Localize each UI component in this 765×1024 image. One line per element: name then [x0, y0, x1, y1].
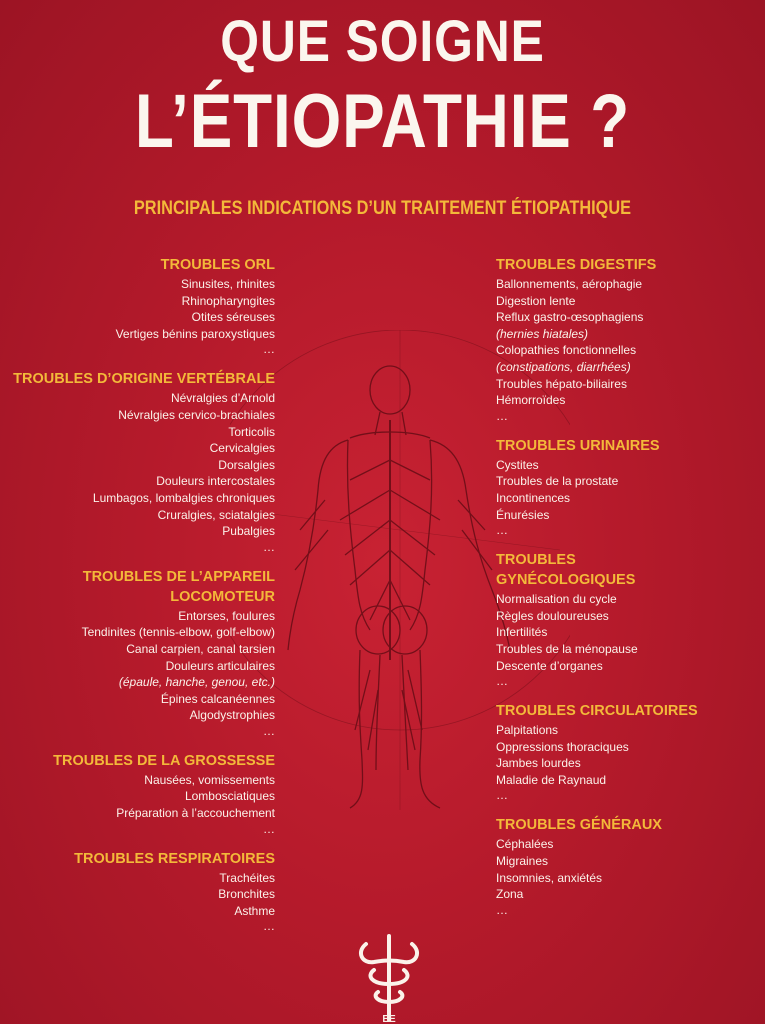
list-item: Tendinites (tennis-elbow, golf-elbow) [81, 625, 275, 640]
list-item: Énurésies [496, 507, 550, 522]
section-vertebrale [13, 370, 275, 553]
list-item: Cervicalgies [209, 441, 275, 456]
list-item: Otites séreuses [191, 310, 275, 325]
list-item: Ballonnements, aérophagie [496, 277, 643, 291]
list-item: Bronchites [218, 887, 275, 902]
list-item: Torticolis [228, 424, 275, 439]
list-item: Sinusites, rhinites [180, 277, 275, 291]
list-item: Cruralgies, sciatalgies [157, 507, 275, 522]
list-item: Lombosciatiques [184, 789, 275, 804]
list-item: Céphalées [496, 837, 554, 852]
caduceus-logo-icon [352, 930, 426, 1024]
section-heading: TROUBLES DE L’APPAREIL [82, 568, 275, 585]
list-item: Zona [496, 887, 524, 902]
list-item: Hémorroïdes [496, 393, 566, 408]
more-ellipsis: … [496, 674, 508, 689]
list-item: Normalisation du cycle [496, 592, 617, 607]
list-item: Insomnies, anxiétés [496, 870, 603, 885]
svg-text:EE: EE [382, 1014, 396, 1024]
list-item: (constipations, diarrhées) [496, 359, 631, 374]
list-item: Névralgies d’Arnold [170, 391, 275, 406]
more-ellipsis: … [496, 902, 508, 917]
section-heading: TROUBLES CIRCULATOIRES [496, 703, 698, 720]
more-ellipsis: … [263, 919, 275, 934]
section-digestifs [496, 256, 698, 423]
list-item: Règles douloureuses [496, 608, 609, 623]
title-line-1: QUE SOIGNE [220, 9, 545, 74]
list-item: Dorsalgies [218, 457, 275, 472]
list-item: Descente d’organes [496, 658, 603, 673]
more-ellipsis: … [496, 788, 508, 803]
list-item: Troubles hépato-biliaires [496, 376, 627, 391]
list-item: Lumbagos, lombalgies chroniques [92, 490, 275, 505]
list-item: Névralgies cervico-brachiales [118, 407, 275, 422]
list-item: Jambes lourdes [496, 756, 581, 771]
more-ellipsis: … [263, 342, 275, 357]
section-heading: TROUBLES RESPIRATOIRES [74, 850, 275, 867]
more-ellipsis: … [496, 408, 508, 423]
list-item: Oppressions thoraciques [496, 739, 629, 754]
list-item: Digestion lente [496, 293, 576, 308]
list-item: Troubles de la prostate [496, 474, 619, 489]
list-item: Troubles de la ménopause [496, 641, 638, 656]
title-line-2: L’ÉTIOPATHIE ? [134, 79, 631, 164]
list-item: Préparation à l’accouchement [116, 806, 275, 821]
section-gynecologiques [496, 551, 698, 688]
list-item: Pubalgies [222, 524, 275, 539]
section-heading: TROUBLES D’ORIGINE VERTÉBRALE [13, 371, 275, 388]
list-item: (épaule, hanche, genou, etc.) [118, 675, 275, 690]
list-item: Trachéites [219, 870, 275, 885]
left-column [13, 256, 275, 947]
list-item: Cystites [496, 457, 539, 472]
list-item: (hernies hiatales) [496, 326, 589, 341]
list-item: Entorses, foulures [178, 608, 275, 623]
list-item: Migraines [496, 854, 549, 869]
more-ellipsis: … [496, 523, 508, 538]
section-heading-line-2: GYNÉCOLOGIQUES [496, 572, 636, 589]
list-item: Colopathies fonctionnelles [496, 343, 637, 358]
list-item: Nausées, vomissements [144, 772, 275, 787]
section-grossesse [13, 752, 275, 836]
list-item: Vertiges bénins paroxystiques [115, 326, 275, 341]
section-generaux [496, 816, 698, 916]
section-heading: TROUBLES GÉNÉRAUX [496, 817, 662, 834]
list-item: Douleurs articulaires [165, 658, 275, 673]
list-item: Maladie de Raynaud [496, 772, 607, 787]
list-item: Rhinopharyngites [181, 293, 275, 308]
section-orl [13, 256, 275, 356]
more-ellipsis: … [263, 821, 275, 836]
section-circulatoires [496, 702, 698, 802]
section-urinaires [496, 437, 698, 537]
list-item: Canal carpien, canal tarsien [126, 641, 275, 656]
subtitle: PRINCIPALES INDICATIONS D’UN TRAITEMENT ÉTIOPATHIQUE [133, 198, 632, 219]
section-heading: TROUBLES URINAIRES [496, 437, 660, 454]
section-respiratoires [13, 850, 275, 934]
list-item: Épines calcanéennes [160, 691, 275, 706]
section-locomoteur [13, 568, 275, 738]
more-ellipsis: … [263, 723, 275, 738]
list-item: Reflux gastro-œsophagiens [496, 310, 644, 325]
section-heading: TROUBLES DIGESTIFS [496, 257, 657, 273]
list-item: Algodystrophies [189, 708, 275, 723]
section-heading: TROUBLES ORL [160, 257, 275, 273]
list-item: Infertilités [496, 625, 548, 640]
right-column [496, 256, 698, 931]
more-ellipsis: … [263, 539, 275, 554]
section-heading: TROUBLES [496, 552, 576, 569]
section-heading-line-2: LOCOMOTEUR [170, 588, 275, 605]
list-item: Incontinences [496, 490, 571, 505]
list-item: Douleurs intercostales [156, 474, 275, 489]
section-heading: TROUBLES DE LA GROSSESSE [53, 752, 275, 769]
list-item: Asthme [234, 903, 275, 918]
list-item: Palpitations [496, 723, 559, 738]
